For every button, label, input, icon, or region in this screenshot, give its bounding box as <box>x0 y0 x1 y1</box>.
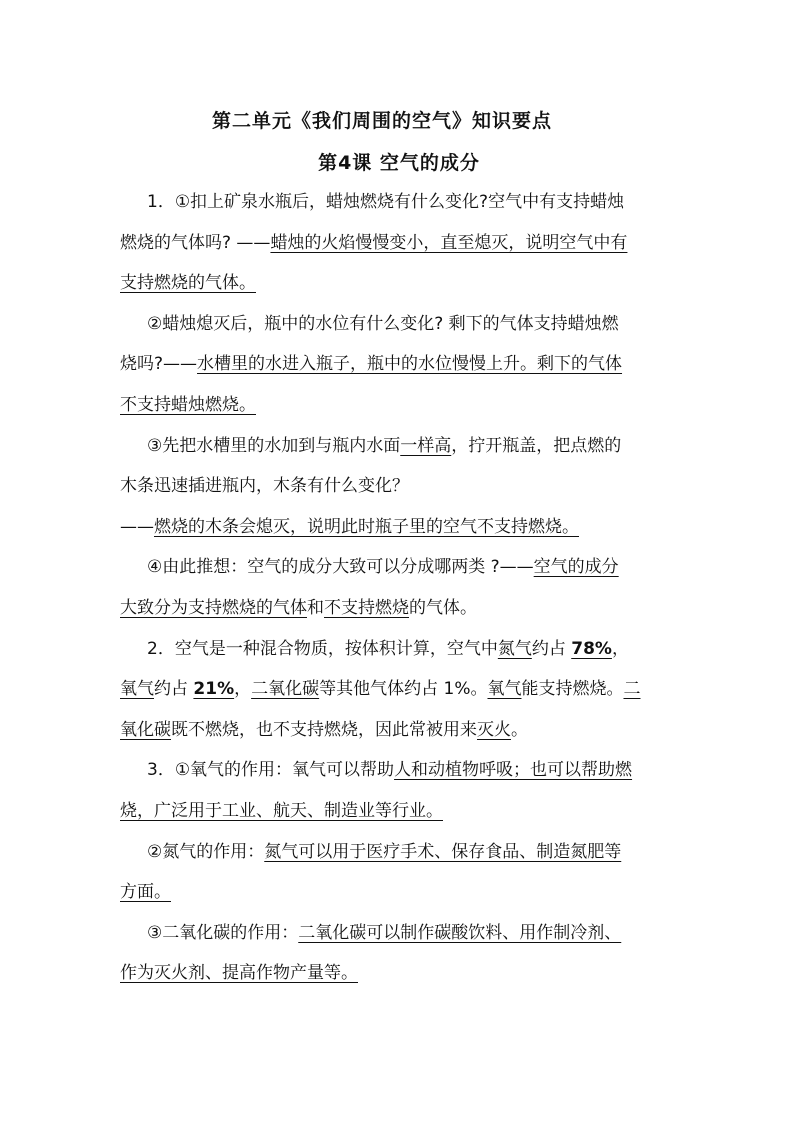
line-text: 木条迅速插进瓶内，木条有什么变化？ <box>120 476 409 497</box>
text-line <box>0 555 794 579</box>
text-line <box>0 799 794 823</box>
line-text: 燃烧的气体吗? —— <box>120 232 271 253</box>
line-text: 约占 <box>531 638 572 659</box>
line-text: ④由此推想：空气的成分大致可以分成哪两类 ?—— <box>147 557 534 578</box>
line-text: 的气体。 <box>409 598 477 618</box>
underlined-answer-text: 支持燃烧的气体。 <box>120 273 256 294</box>
underlined-answer-text: 空气的成分 <box>533 557 619 578</box>
underlined-answer-text: 不支持燃烧 <box>324 598 409 618</box>
line-text: 1．①扣上矿泉水瓶后，蜡烛燃烧有什么变化?空气中有支持蜡烛 <box>147 192 625 212</box>
underlined-answer-text: 二氧化碳 <box>251 679 320 700</box>
underlined-answer-text: 大致分为支持燃烧的气体 <box>120 598 307 618</box>
underlined-answer-text: 作为灭火剂、提高作物产量等。 <box>120 963 358 984</box>
line-text: 等其他气体约占 1%。 <box>319 679 488 700</box>
line-text: —— <box>120 516 154 537</box>
underlined-answer-text: 氧气 <box>120 679 154 700</box>
text-line <box>0 677 794 701</box>
line-text: 烧吗?—— <box>120 354 198 375</box>
text-line <box>0 271 794 295</box>
line-text: 。 <box>511 719 528 740</box>
text-line <box>0 434 794 458</box>
underlined-answer-text: 氮气可以用于医疗手术、保存食品、制造氮肥等 <box>264 841 622 862</box>
text-line <box>0 231 794 255</box>
text-line <box>0 190 794 214</box>
text-line <box>0 312 794 336</box>
line-text: ③二氧化碳的作用： <box>147 922 299 943</box>
text-line <box>0 474 794 498</box>
underlined-answer-text: 灭火 <box>477 719 511 740</box>
text-line <box>0 880 794 904</box>
line-text: 2．空气是一种混合物质，按体积计算，空气中 <box>147 638 498 659</box>
line-text: 和 <box>307 598 324 618</box>
underlined-answer-text: 78% <box>571 638 612 659</box>
underlined-answer-text: 燃烧的木条会熄灭，说明此时瓶子里的空气不支持燃烧。 <box>154 516 579 537</box>
line-text: ， <box>611 638 629 659</box>
line-text: ③先把水槽里的水加到与瓶内水面 <box>147 435 401 456</box>
line-text: 约占 <box>154 679 194 700</box>
text-line <box>0 515 794 539</box>
line-text: ， <box>234 679 252 700</box>
line-text: ②蜡烛熄灭后，瓶中的水位有什么变化? 剩下的气体支持蜡烛燃 <box>147 313 619 334</box>
underlined-answer-text: 烧，广泛用于工业、航天、制造业等行业。 <box>120 801 443 821</box>
text-line <box>0 596 794 620</box>
line-text: ②氮气的作用： <box>147 841 265 862</box>
underlined-answer-text: 不支持蜡烛燃烧。 <box>120 395 256 415</box>
underlined-answer-text: 氮气 <box>497 638 532 659</box>
text-line <box>0 718 794 742</box>
underlined-answer-text: 方面。 <box>120 882 171 903</box>
text-line <box>0 393 794 417</box>
text-line <box>0 352 794 376</box>
underlined-answer-text: 人和动植物呼吸；也可以帮助燃 <box>394 760 633 781</box>
text-line <box>0 758 794 782</box>
text-line <box>0 637 794 661</box>
underlined-answer-text: 二 <box>623 679 641 700</box>
underlined-answer-text: 21% <box>193 679 235 700</box>
underlined-answer-text: 水槽里的水进入瓶子，瓶中的水位慢慢上升。剩下的气体 <box>197 354 623 375</box>
page-title: 第二单元《我们周围的空气》知识要点 <box>211 110 552 132</box>
text-line <box>0 921 794 945</box>
underlined-answer-text: 蜡烛的火焰慢慢变小，直至熄灭，说明空气中有 <box>270 232 628 253</box>
text-line <box>0 840 794 864</box>
line-text: ，拧开瓶盖，把点燃的 <box>451 435 622 456</box>
underlined-answer-text: 二氧化碳可以制作碳酸饮料、用作制冷剂、 <box>298 922 622 943</box>
line-text: 3．①氧气的作用：氧气可以帮助 <box>147 760 395 781</box>
underlined-answer-text: 氧化碳 <box>120 719 171 740</box>
line-text: 能支持燃烧。 <box>521 679 624 700</box>
text-line <box>0 961 794 985</box>
line-text: 既不燃烧，也不支持燃烧，因此常被用来 <box>171 719 477 740</box>
underlined-answer-text: 氧气 <box>487 679 522 700</box>
lesson-subtitle: 第4课 空气的成分 <box>318 152 480 174</box>
underlined-answer-text: 一样高 <box>400 435 452 456</box>
